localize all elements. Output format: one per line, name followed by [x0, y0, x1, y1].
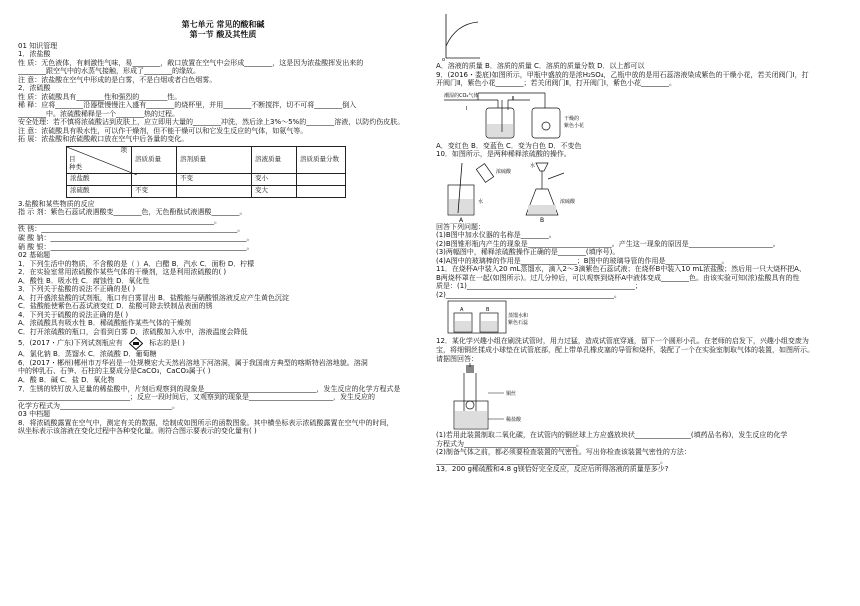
q12-intro: [436, 337, 846, 363]
text-line: 03 中档题: [18, 410, 51, 419]
text-line: 10．如图所示，是两种稀释浓硫酸的操作。: [436, 150, 571, 159]
text-line: 1．浓盐酸: [18, 50, 51, 59]
fig10-acid2-label: 浓硫酸: [560, 198, 576, 205]
text-line: (2)________________________________________________。: [436, 290, 621, 299]
corrosive-hazard-icon: [129, 337, 143, 350]
text-line: C．盐酸能使紫色石蕊试液变红 D．盐酸可除去铁制品表面的锈: [18, 302, 213, 311]
corner-top: 项: [120, 145, 127, 154]
table-cell: [297, 173, 346, 185]
table-cell: 变小: [252, 173, 297, 185]
section-title: 第一节 酸及其性质: [189, 29, 257, 39]
text-line: 安全处理：若不慎将浓硫酸沾到皮肤上，应立即用大量的________冲洗，然后涂上3%～5%的________溶液，以防灼伤皮肤。: [18, 118, 405, 127]
fig10-water-label: 水: [478, 198, 484, 205]
text-line: ________________________________________________________________。: [436, 456, 667, 465]
table-row: [67, 173, 346, 185]
q8-graph: [442, 12, 482, 62]
text-line: 回答下列问题：: [436, 222, 485, 231]
text-line: 2．在实验室常用浓硫酸作某些气体的干燥剂，这是利用浓硫酸的( ): [18, 268, 227, 277]
q9-apparatus-diagram: [440, 88, 660, 142]
table-cell: 不变: [177, 173, 252, 185]
text-line: 纵坐标表示该溶液在变化过程中各种变化量。则符合图示要表示的变化量有( ): [18, 427, 257, 436]
text-line: 碳 酸 钠：________________________________________________________。: [18, 234, 254, 242]
text-line: C．打开浓硫酸的瓶口，会看到白雾 D．浓硫酸加入水中，溶液温度会降低: [18, 327, 248, 336]
text-line: 9．(2016・娄底)如图所示，甲瓶中盛放的是浓H₂SO₄，乙瓶中放的是用石蕊溶液染成紫色的干燥小花，若关闭阀门Ⅰ，打: [436, 70, 809, 79]
text-line: 4．下列关于硫酸的说法正确的是( ): [18, 310, 129, 319]
svg-text:o: o: [442, 57, 446, 62]
text-line: A．溶液的质量 B．溶质的质量 C．溶质的质量分数 D．以上都可以: [436, 62, 645, 70]
table-cell: [177, 185, 252, 197]
fig11-solution-label: 蒸馏水和: [508, 313, 529, 320]
table-row-name: 浓硫酸: [67, 185, 132, 197]
text-line: 性 质：无色液体，有刺激性气味，易________，敞口放置在空气中会形成________，这是因为浓盐酸挥发出来的: [18, 58, 364, 67]
q10-questions-q11: [436, 223, 846, 300]
table-row: [67, 185, 346, 197]
fig10-label-a: A: [459, 216, 464, 223]
text-line: 8．将浓硫酸露置在空气中，测定有关的数据，绘制成如图所示的函数图象。其中横坐标表示浓硫酸露置在空气中的时间，: [18, 418, 394, 427]
fig11-label-b: B: [486, 307, 490, 314]
text-line: 11．在烧杯A中装入20 mL蒸馏水，滴入2～3滴紫色石蕊试液；在烧杯B中装入10 mL浓盐酸；然后用一只大烧杯把A、: [436, 265, 806, 274]
text-line: (3)两幅图中，稀释浓硫酸操作正确的是________(填序号)。: [436, 248, 620, 257]
corner-mid: 目: [69, 154, 76, 163]
text-line: 02 基础题: [18, 251, 51, 260]
middle-questions: [18, 350, 428, 435]
text-line: (2)制备气体之前，都必须要检查装置的气密性。写出你检查该装置气密性的方法：: [436, 448, 691, 457]
text-line: 01 知识管理: [18, 41, 58, 50]
left-column: [18, 0, 428, 606]
text-line: 硝 酸 银：________________________________________________________。: [18, 242, 254, 251]
text-line: (4)A图中的玻璃棒的作用是________________；B图中的玻璃导管的作用是________________。: [436, 256, 729, 265]
table-cell: 不变: [132, 185, 177, 197]
q10-dilution-diagram: [440, 159, 590, 223]
text-line: ________中。浓硫酸稀释是一个________热的过程。: [18, 109, 179, 118]
text-line: 1．下列生活中的物质，不含酸的是（ ）A．白醋 B．汽水 C．面粉 D．柠檬: [18, 259, 255, 268]
text-line: (1)若用此装置制取二氧化碳，在试管内的铜丝球上方应盛放块状________________(填药品名称)，发生反应的化学: [436, 431, 788, 440]
text-line: 稀 释：应将________沿器壁慢慢注入盛有________的烧杯里，并用________不断搅拌，切不可将________倒入: [18, 101, 357, 110]
text-line: 开阀门Ⅱ，紫色小花________；若关闭阀门Ⅱ，打开阀门Ⅰ，紫色小花________。: [436, 79, 676, 88]
table-header: 溶剂质量: [177, 146, 252, 173]
q9-options-q10: [436, 142, 846, 159]
text-line: 方程式为________________________________。: [436, 439, 583, 448]
q12-apparatus-diagram: [448, 363, 568, 431]
unit-title: 第七单元 常见的酸和碱: [181, 20, 265, 29]
q12-q13: [436, 431, 846, 474]
text-line: ________跟空气中的水蒸气接触，形成了________的缘故。: [18, 67, 200, 76]
text-line: 拓 展：浓盐酸和浓硫酸敞口放在空气中后各量的变化。: [18, 135, 189, 144]
right-column: [436, 0, 846, 606]
text-line: A．酸 B．碱 C．盐 D．氧化物: [18, 375, 115, 384]
q5-text: 5．(2017・广东)下列试剂瓶应有: [18, 339, 123, 348]
table-cell: [297, 185, 346, 197]
text-line: 注 意：浓盐酸在空气中形成的是白雾，不是白烟或者白色烟雾。: [18, 75, 217, 84]
text-line: 12．某化学兴趣小组在刷洗试管时，用力过猛，造成试管底穿通，留下一个圆形小孔。在老师的启发下，兴趣小组变废为: [436, 337, 809, 346]
comparison-table: [66, 146, 346, 198]
text-line: (1)B图中加水仪器的名称是________。: [436, 231, 556, 240]
fig10-water2-label: 水: [530, 162, 536, 169]
flower-label-2: 紫色小花: [564, 122, 585, 129]
fig10-label-b: B: [540, 216, 545, 223]
knowledge-section: [18, 42, 428, 144]
text-line: 铁 锈：________________________________________________________。: [18, 225, 245, 234]
text-line: 质是：(1)________________________________________________；: [436, 282, 642, 291]
q11-beaker-diagram: [446, 299, 546, 337]
text-line: 3.盐酸和某些物质的反应: [18, 199, 95, 208]
fig12-label-acid: 稀盐酸: [506, 417, 522, 424]
text-line: ________________________________；反应一段时间后，又观察到的现象是________________________，发生反应的: [18, 393, 375, 402]
table-row-name: 浓盐酸: [67, 173, 132, 185]
text-line: 中的钟乳石、石笋、石柱的主要成分是CaCO₃，CaCO₃属于( ): [18, 367, 211, 376]
table-header: 溶质质量分数: [297, 146, 346, 173]
text-line: 3．下列关于盐酸的说法不正确的是( ): [18, 285, 136, 294]
q8-options-q9: [436, 62, 846, 88]
table-header: 溶液质量: [252, 146, 297, 173]
fig12-label-copper: 铜丝: [506, 391, 517, 398]
q5-text-end: 标志的是( ): [149, 339, 185, 348]
text-line: B两烧杯罩在一起(如图所示)。过几分钟后，可以观察到烧杯A中液体变成________色。由该实验可知(浓)盐酸具有的性: [436, 273, 800, 282]
text-line: A．浓硫酸具有吸水性 B．稀硫酸能作某些气体的干燥剂: [18, 319, 191, 328]
text-line: 化学方程式为________________________________。: [18, 401, 179, 410]
text-line: 6．(2017・郴州)郴州市万华岩是一处规模宏大天然岩溶地下河溶洞，属于我国南方典型的喀斯特岩溶地貌。溶洞: [18, 358, 368, 367]
fig11-label-a: A: [460, 307, 464, 314]
text-line: A．氯化钠 B．蒸馏水 C．浓硫酸 D．葡萄糖: [18, 350, 157, 359]
corner-bot: 种类: [69, 162, 82, 171]
text-line: A．打开盛浓盐酸的试剂瓶，瓶口有白雾冒出 B．盐酸能与硝酸银溶液反应产生黄色沉淀: [18, 293, 289, 302]
text-line: A．酸性 B．吸水性 C．腐蚀性 D．氧化性: [18, 276, 150, 285]
fig11-solution-label-2: 紫色石蕊: [508, 320, 529, 327]
text-line: A．变红色 B．变蓝色 C．变为白色 D．不变色: [436, 141, 582, 150]
fig10-acid-label: 浓硫酸: [496, 168, 512, 175]
text-line: 性 质：浓硫酸具有________性和强烈的________性。: [18, 92, 182, 101]
text-line: 指 示 剂：紫色石蕊试液遇酸变________色，无色酚酞试液遇酸________。: [18, 208, 247, 217]
text-line: 宝，将细铜丝揉成小球垫在试管底部，配上带单孔橡皮塞的导管和烧杯，装配了一个在实验室制取气体的装置，如图所示。: [436, 345, 814, 354]
text-line: 2．浓硫酸: [18, 84, 51, 93]
text-line: 7．生锈的铁钉放入足量的稀盐酸中，片刻后观察到的现象是________________________________，发生反应的化学方程式是: [18, 384, 401, 393]
table-corner-cell: [67, 146, 132, 173]
text-line: (2)B图锥形瓶内产生的现象是________________________。产生这一现象的原因是________________________。: [436, 239, 780, 248]
table-cell: 变大: [252, 185, 297, 197]
valve-1-label: Ⅰ: [466, 105, 468, 112]
table-header: 溶质质量: [132, 146, 177, 173]
text-line: 注 意：浓硫酸具有吸水性，可以作干燥剂，但不能干燥可以和它发生反应的气体，如氨气等。: [18, 126, 308, 135]
valve-2-label: Ⅱ: [512, 95, 515, 102]
table-cell: [132, 173, 177, 185]
text-line: ________________________________________________________。: [18, 216, 221, 225]
question-5: [18, 336, 428, 350]
text-line: 请据图回答：: [436, 354, 478, 363]
fig9-gas-label: 潮湿的CO₂气体: [444, 92, 479, 99]
reactions-and-basic-questions: [18, 200, 428, 337]
flower-label-1: 干燥的: [564, 115, 580, 122]
text-line: 13．200 g稀硫酸和4.8 g镁恰好完全反应，反应后所得溶液的质量是多少?: [436, 465, 669, 474]
